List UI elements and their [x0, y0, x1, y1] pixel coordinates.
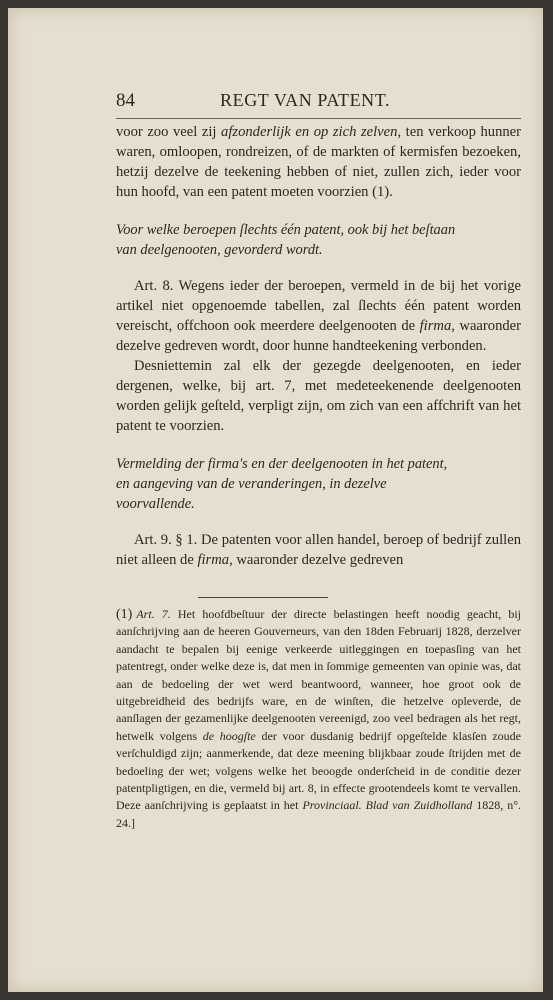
footnote	[116, 606, 521, 832]
heading-line: van deelgenooten, gevorderd wordt.	[116, 242, 323, 258]
text-run: der voor dusdanig bedrijf opgeſtelde klasſen zoude verſchuldigd zijn; aanmerkende, dat deze meening blijkbaar zoude ſtrijden met de bedoeling der wet; volgens welke het beoogde onderſcheid in de conditie dezer patentpligtigen, en die, vermeld bij art. 8, in effecte grootendeels komt te vervallen. Deze aanſchrijving is geplaatst in het	[116, 728, 521, 813]
footnote-divider	[198, 597, 328, 598]
text-run: , waaronder dezelve gedreven	[229, 552, 404, 568]
heading-line: voorvallende.	[116, 496, 195, 512]
main-text	[116, 122, 521, 570]
text-run: , ten verkoop hunner waren, omloopen, rondreizen, of de markten of kermisfen bezoeken, hetzij dezelve de teekening hebben of niet, zullen zich, ieder voor hun hoofd, van een patent moeten voorzien (1).	[116, 124, 522, 200]
page-header	[116, 88, 521, 119]
book-page	[8, 8, 543, 992]
text-run: Art. 8. Wegens ieder der beroepen, vermeld in de bij het vorige artikel niet opgenoemde tabellen, zal ſlechts één patent worden vereischt, offchoon ook meerdere deelgenooten de	[116, 278, 521, 334]
section-heading-1	[116, 220, 521, 260]
text-run: voor zoo veel zij	[116, 124, 222, 140]
footnote-reference: Art. 7.	[136, 607, 171, 621]
text-run: , waaronder dezelve gedreven wordt, door hunne handteekening verbonden.	[116, 318, 522, 354]
text-run: Art. 9. § 1. De patenten voor allen handel, beroep of bedrijf zullen niet alleen de	[116, 532, 521, 568]
italic-run: Provinciaal. Blad van Zuidholland	[302, 798, 473, 813]
heading-line: en aangeving van de veranderingen, in dezelve	[116, 476, 387, 492]
footnote-text	[116, 607, 521, 830]
heading-line: Voor welke beroepen ſlechts één patent, ook bij het beſtaan	[116, 222, 456, 238]
italic-run: de hoogſte	[202, 728, 256, 743]
italic-run: firma	[197, 552, 230, 568]
footnote-mark: (1)	[116, 607, 133, 622]
page-number: 84	[116, 90, 135, 111]
heading-line: Vermelding der firma's en der deelgenooten in het patent,	[116, 456, 448, 472]
article-9	[116, 530, 521, 570]
article-8	[116, 276, 521, 356]
paragraph-continuation	[116, 122, 521, 202]
italic-run: firma	[419, 318, 452, 334]
text-run: Het hoofdbeſtuur der directe belastingen heeft noodig geacht, bij aanſchrijving aan de heeren Gouverneurs, van den 18den Februarij 1828, derzelver aandacht te bepalen bij eenige verkeerde uitleggingen en toepasſing van het patentregt, onder welke deze is, dat men in ſommige gemeenten van opinie was, dat aan de bedoeling der wet werd beantwoord, wanneer, hoe groot ook de uitgebreidheid des bedrijfs ware, en de winſten, die hetzelve opleverde, de aanſlagen der gezamenlijke deelgenooten vereenigd, zoo veel bedragen als het regt, hetwelk volgens	[116, 607, 521, 743]
section-heading-2	[116, 454, 521, 514]
running-title: REGT VAN PATENT.	[220, 90, 391, 110]
text-run: 1828, n°. 24.]	[116, 798, 521, 830]
paragraph-desniettemin: Desniettemin zal elk der gezegde deelgenooten, en ieder dergenen, welke, bij art. 7, met medeteekenende deelgenooten worden gelijk geſteld, verpligt zijn, om zich van een affchrift van het patent te voorzien.	[116, 358, 521, 434]
italic-run: afzonderlijk en op zich zelven	[221, 124, 398, 140]
